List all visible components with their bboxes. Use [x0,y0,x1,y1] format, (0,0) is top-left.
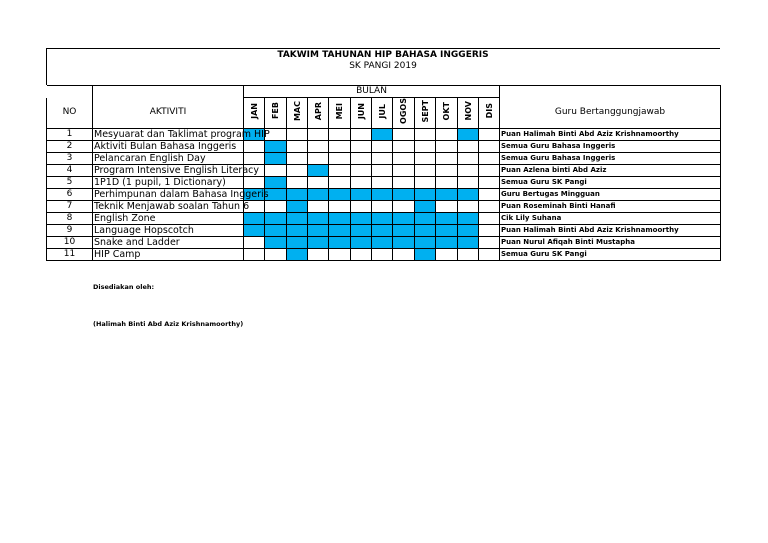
prepared-by-label: Disediakan oleh: [93,283,155,291]
month-cell-feb [265,140,287,152]
activity-name: English Zone [94,212,156,224]
month-cell-mei [329,200,351,212]
month-cell-dis [479,248,500,260]
month-cell-jun [351,188,372,200]
month-cell-mac [287,152,308,164]
month-cell-okt [436,224,458,236]
signatory-name: (Halimah Binti Abd Aziz Krishnamoorthy) [93,320,244,328]
table-row [47,128,721,140]
month-cell-feb [265,200,287,212]
month-cell-sept [415,200,436,212]
month-cell-apr [308,128,329,140]
month-cell-okt [436,176,458,188]
activity-cell [93,224,244,236]
activity-cell [93,200,250,212]
month-cell-feb [265,164,287,176]
month-cell-mei [329,140,351,152]
guru-cell: Semua Guru Bahasa Inggeris [500,152,721,164]
month-cell-jul [372,212,393,224]
month-cell-jan [244,176,265,188]
month-header-jul [372,98,393,129]
month-cell-jul [372,128,393,140]
no-header: NO [47,98,93,129]
row-number: 2 [47,140,93,152]
month-cell-ogos [393,188,415,200]
month-cell-jul [372,188,393,200]
month-cell-mac [287,164,308,176]
month-cell-mei [329,176,351,188]
activity-cell [93,212,244,224]
month-cell-mac [287,224,308,236]
month-label: FEB [271,102,280,120]
month-label: JUN [357,102,366,120]
month-cell-jul [372,236,393,248]
month-cell-jun [351,200,372,212]
month-cell-dis [479,164,500,176]
month-cell-nov [458,236,479,248]
month-label: APR [314,101,323,121]
month-label: DIS [485,103,494,119]
month-cell-jun [351,152,372,164]
activity-calendar-table [46,85,721,261]
month-cell-jan [244,248,265,260]
activity-cell [93,248,244,260]
month-cell-ogos [393,236,415,248]
month-cell-mac [287,128,308,140]
month-cell-sept [415,188,436,200]
activity-cell [93,128,270,140]
month-cell-feb [265,212,287,224]
month-label: OKT [442,101,451,121]
month-cell-jul [372,248,393,260]
month-header-jun [351,98,372,129]
guru-cell: Puan Azlena binti Abd Aziz [500,164,721,176]
table-row [47,140,721,152]
table-row [47,164,721,176]
month-cell-feb [265,224,287,236]
table-row [47,176,721,188]
month-cell-sept [415,236,436,248]
month-cell-feb [265,248,287,260]
activity-name: Aktiviti Bulan Bahasa Inggeris [94,140,237,152]
month-cell-dis [479,140,500,152]
month-cell-nov [458,164,479,176]
activity-cell [93,140,244,152]
month-cell-sept [415,176,436,188]
month-cell-jul [372,200,393,212]
month-cell-ogos [393,152,415,164]
month-cell-sept [415,128,436,140]
month-cell-jun [351,236,372,248]
table-row [47,224,721,236]
month-cell-jun [351,140,372,152]
month-cell-ogos [393,176,415,188]
month-cell-okt [436,188,458,200]
guru-cell: Semua Guru SK Pangi [500,248,721,260]
month-cell-jan [244,212,265,224]
row-number: 11 [47,248,93,260]
month-cell-mei [329,164,351,176]
month-cell-jun [351,128,372,140]
month-header-nov [458,98,479,129]
month-cell-jul [372,140,393,152]
month-cell-mac [287,248,308,260]
activity-name: HIP Camp [94,248,141,260]
month-cell-dis [479,128,500,140]
activity-cell [93,164,259,176]
table-row [47,188,721,200]
table-row [47,212,721,224]
guru-cell: Puan Nurul Afiqah Binti Mustapha [500,236,721,248]
guru-cell: Puan Roseminah Binti Hanafi [500,200,721,212]
month-cell-mac [287,212,308,224]
month-cell-apr [308,188,329,200]
month-cell-apr [308,200,329,212]
month-cell-mac [287,200,308,212]
month-cell-mac [287,140,308,152]
table-top-border [46,48,720,49]
month-cell-sept [415,224,436,236]
month-header-okt [436,98,458,129]
column-header-row [47,98,721,129]
table-row [47,200,721,212]
activity-cell [93,188,269,200]
month-cell-okt [436,128,458,140]
month-cell-jun [351,212,372,224]
month-cell-nov [458,248,479,260]
bulan-header: BULAN [244,86,500,98]
activity-name: Language Hopscotch [94,224,194,236]
activity-name: Teknik Menjawab soalan Tahun 6 [94,200,250,212]
activity-name: Snake and Ladder [94,236,180,248]
guru-cell: Semua Guru Bahasa Inggeris [500,140,721,152]
row-number: 5 [47,176,93,188]
month-cell-jul [372,164,393,176]
row-number: 7 [47,200,93,212]
month-cell-nov [458,212,479,224]
bulan-header-row [47,86,721,98]
month-cell-ogos [393,128,415,140]
guru-cell: Puan Halimah Binti Abd Aziz Krishnamoorthy [500,128,721,140]
month-cell-jul [372,176,393,188]
guru-cell: Puan Halimah Binti Abd Aziz Krishnamoorthy [500,224,721,236]
month-cell-jan [244,236,265,248]
guru-cell: Semua Guru SK Pangi [500,176,721,188]
month-cell-mei [329,236,351,248]
month-cell-okt [436,248,458,260]
month-cell-mei [329,248,351,260]
month-cell-okt [436,236,458,248]
blank-cell [93,86,244,98]
activity-name: Perhimpunan dalam Bahasa Inggeris [94,188,269,200]
month-cell-nov [458,176,479,188]
page-title: TAKWIM TAHUNAN HIP BAHASA INGGERIS [277,50,489,60]
month-cell-jun [351,224,372,236]
row-number: 8 [47,212,93,224]
activity-name: Program Intensive English Literacy [94,164,259,176]
month-cell-nov [458,128,479,140]
month-cell-jul [372,152,393,164]
activity-name: Mesyuarat dan Taklimat program HIP [94,128,270,140]
month-cell-mei [329,212,351,224]
row-number: 4 [47,164,93,176]
month-header-sept [415,98,436,129]
month-cell-apr [308,212,329,224]
table-body [47,86,721,261]
month-label: SEPT [421,99,430,123]
guru-cell: Guru Bertugas Mingguan [500,188,721,200]
month-cell-mac [287,188,308,200]
month-cell-okt [436,164,458,176]
month-cell-okt [436,200,458,212]
month-label: NOV [464,101,473,121]
month-cell-apr [308,248,329,260]
month-label: OGOS [399,98,408,124]
activity-cell [93,236,244,248]
month-cell-sept [415,212,436,224]
guru-header: Guru Bertanggungjawab [500,98,721,129]
month-cell-mei [329,188,351,200]
month-cell-jul [372,224,393,236]
month-cell-mac [287,176,308,188]
month-cell-ogos [393,200,415,212]
page-subtitle: SK PANGI 2019 [349,61,417,71]
activity-name: 1P1D (1 pupil, 1 Dictionary) [94,176,226,188]
month-cell-ogos [393,224,415,236]
month-cell-jan [244,224,265,236]
row-number: 9 [47,224,93,236]
month-cell-okt [436,152,458,164]
month-cell-mei [329,224,351,236]
month-cell-jan [244,140,265,152]
month-cell-mac [287,236,308,248]
month-cell-dis [479,188,500,200]
table-row [47,236,721,248]
row-number: 3 [47,152,93,164]
month-cell-apr [308,152,329,164]
blank-cell [47,86,93,98]
activity-cell [93,176,244,188]
month-header-dis [479,98,500,129]
activity-cell [93,152,244,164]
month-cell-feb [265,152,287,164]
month-cell-sept [415,140,436,152]
month-cell-mei [329,128,351,140]
row-number: 1 [47,128,93,140]
month-cell-ogos [393,164,415,176]
month-cell-ogos [393,212,415,224]
row-number: 6 [47,188,93,200]
month-cell-okt [436,140,458,152]
month-cell-jun [351,164,372,176]
month-header-mac [287,98,308,129]
table-row [47,152,721,164]
month-label: JUL [378,103,387,119]
month-cell-dis [479,224,500,236]
month-cell-feb [265,236,287,248]
month-header-jan [244,98,265,129]
month-cell-feb [265,176,287,188]
month-cell-jan [244,152,265,164]
month-cell-apr [308,224,329,236]
month-cell-jun [351,248,372,260]
month-cell-apr [308,176,329,188]
row-number: 10 [47,236,93,248]
month-header-ogos [393,98,415,129]
month-cell-nov [458,140,479,152]
month-label: MAC [293,100,302,121]
month-cell-sept [415,152,436,164]
month-label: MEI [335,102,344,120]
month-cell-sept [415,164,436,176]
month-cell-dis [479,176,500,188]
blank-cell [500,86,721,98]
aktiviti-header: AKTIVITI [93,98,244,129]
month-cell-jun [351,176,372,188]
month-cell-apr [308,236,329,248]
month-cell-dis [479,200,500,212]
month-cell-nov [458,188,479,200]
month-header-feb [265,98,287,129]
month-cell-dis [479,212,500,224]
table-row [47,248,721,260]
month-cell-sept [415,248,436,260]
month-cell-ogos [393,248,415,260]
month-cell-nov [458,200,479,212]
month-cell-nov [458,152,479,164]
month-cell-ogos [393,140,415,152]
month-cell-apr [308,164,329,176]
month-cell-nov [458,224,479,236]
month-header-apr [308,98,329,129]
guru-cell: Cik Lily Suhana [500,212,721,224]
activity-name: Pelancaran English Day [94,152,206,164]
month-cell-dis [479,236,500,248]
month-cell-dis [479,152,500,164]
month-cell-okt [436,212,458,224]
month-header-mei [329,98,351,129]
month-label: JAN [250,103,259,119]
month-cell-mei [329,152,351,164]
month-cell-apr [308,140,329,152]
